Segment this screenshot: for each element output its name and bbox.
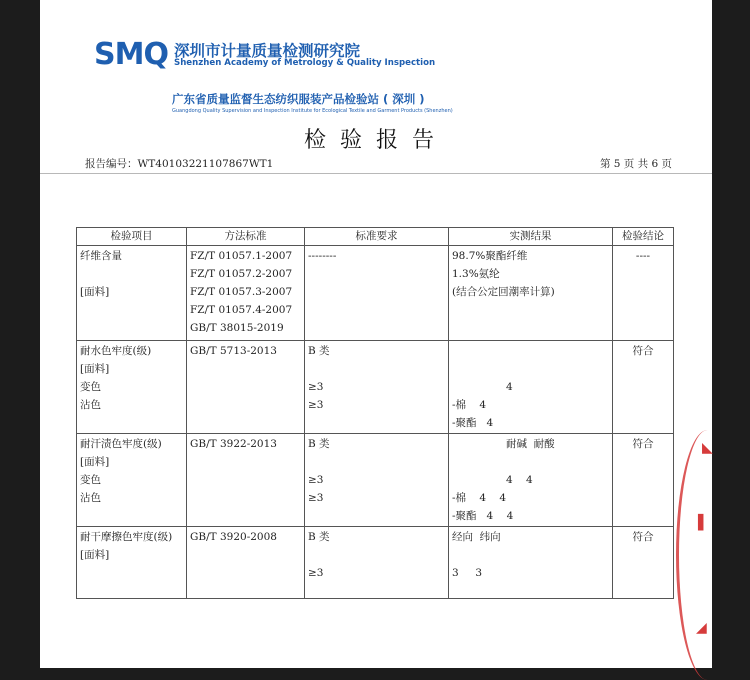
cell-method: FZ/T 01057.1-2007 FZ/T 01057.2-2007 FZ/T 01057.3-2007 FZ/T 01057.4-2007 GB/T 38015-2019	[187, 246, 305, 341]
table-row	[77, 527, 674, 599]
cell-method: GB/T 3920-2008	[187, 527, 305, 599]
table-row	[77, 341, 674, 434]
table-row	[77, 434, 674, 527]
report-title: 检验报告	[303, 128, 448, 153]
cell-requirement: B 类 ≥3 ≥3	[305, 341, 449, 434]
institute-name-cn: 广东省质量监督生态纺织服装产品检验站 ( 深圳 )	[172, 92, 425, 106]
page-number: 第 5 页 共 6 页	[599, 158, 672, 170]
cell-method: GB/T 3922-2013	[187, 434, 305, 527]
table-row	[77, 246, 674, 341]
cell-item: 耐干摩擦色牢度(级) [面料]	[77, 527, 187, 599]
cell-conclusion: 符合	[613, 341, 674, 434]
cell-item: 纤维含量 [面料]	[77, 246, 187, 341]
cell-conclusion: ----	[613, 246, 674, 341]
table-header-row	[77, 228, 674, 246]
org-name-en: Shenzhen Academy of Metrology & Quality Inspection	[174, 58, 436, 68]
inspection-table	[76, 227, 674, 599]
header-divider	[40, 173, 712, 174]
seal-mark: ◣	[702, 440, 713, 456]
seal-mark: ◢	[696, 620, 707, 636]
org-name-cn: 深圳市计量质量检测研究院	[174, 42, 361, 60]
header-item: 检验项目	[77, 228, 187, 246]
logo-mark: SMQ	[94, 37, 168, 72]
report-number: 报告编号：WT40103221107867WT1	[85, 158, 274, 170]
cell-requirement: B 类 ≥3 ≥3	[305, 434, 449, 527]
cell-method: GB/T 5713-2013	[187, 341, 305, 434]
header-requirement: 标准要求	[305, 228, 449, 246]
cell-requirement: B 类 ≥3	[305, 527, 449, 599]
seal-mark: ▌	[698, 515, 709, 531]
institute-name-en: Guangdong Quality Supervision and Inspection Institute for Ecological Textile and Garment Products (Shenzhen)	[172, 108, 453, 114]
header-method: 方法标准	[187, 228, 305, 246]
cell-result: 4 -棉 4 -聚酯 4	[449, 341, 613, 434]
cell-item: 耐汗渍色牢度(级) [面料] 变色 沾色	[77, 434, 187, 527]
cell-result: 经向 纬向 3 3	[449, 527, 613, 599]
cell-requirement: --------	[305, 246, 449, 341]
seal-stamp-partial	[658, 420, 713, 680]
report-page	[40, 0, 712, 668]
header-conclusion: 检验结论	[613, 228, 674, 246]
cell-conclusion: 符合	[613, 527, 674, 599]
cell-conclusion: 符合	[613, 434, 674, 527]
cell-item: 耐水色牢度(级) [面料] 变色 沾色	[77, 341, 187, 434]
seal-arc	[676, 430, 739, 680]
cell-result: 耐碱 耐酸 4 4 -棉 4 4 -聚酯 4 4	[449, 434, 613, 527]
cell-result: 98.7%聚酯纤维 1.3%氨纶 (结合公定回潮率计算)	[449, 246, 613, 341]
header-result: 实测结果	[449, 228, 613, 246]
